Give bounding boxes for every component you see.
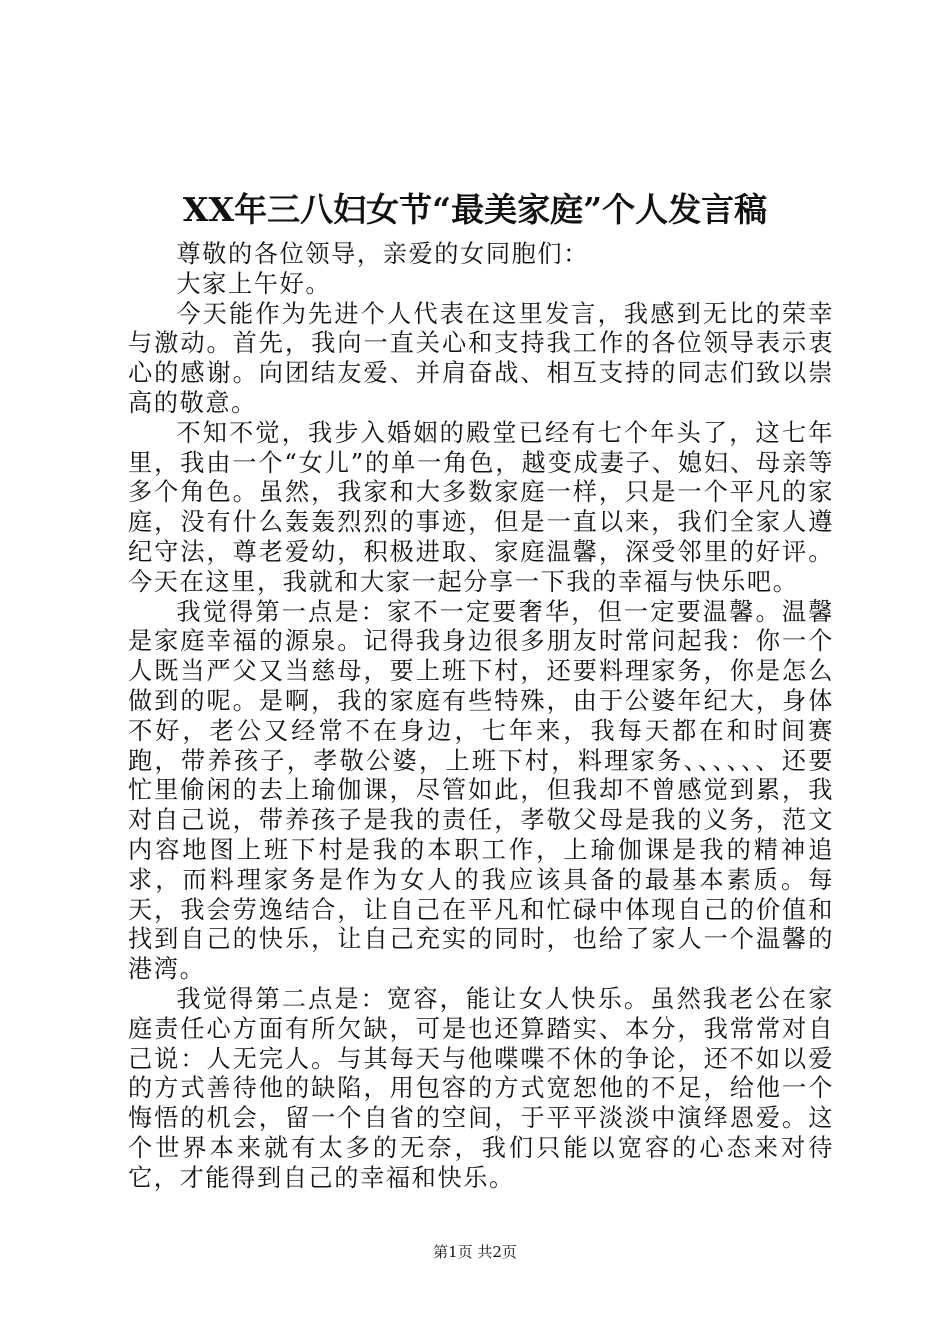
page-number-footer: 第1页 共2页	[433, 1243, 517, 1261]
document-body	[128, 240, 834, 1194]
paragraph-salutation: 尊敬的各位领导，亲爱的女同胞们：	[176, 240, 589, 268]
paragraph-point-one: 我觉得第一点是：家不一定要奢华，但一定要温馨。温馨是家庭幸福的源泉。记得我身边很多朋友时常问起我：你一个人既当严父又当慈母，要上班下村，还要料理家务，你是怎么做到的呢。是啊，我的家庭有些特殊，由于公婆年纪大，身体不好，老公又经常不在身边，七年来，我每天都在和时间赛跑，带养孩子，孝敬公婆，上班下村，料理家务、、、、、、还要忙里偷闲的去上瑜伽课，尽管如此，但我却不曾感觉到累，我对自己说，带养孩子是我的责任，孝敬父母是我的义务，范文内容地图上班下村是我的本职工作，上瑜伽课是我的精神追求，而料理家务是作为女人的我应该具备的最基本素质。每天，我会劳逸结合，让自己在平凡和忙碌中体现自己的价值和找到自己的快乐，让自己充实的同时，也给了家人一个温馨的港湾。	[128, 597, 834, 984]
paragraph-greeting: 大家上午好。	[176, 269, 332, 298]
paragraph-opening: 今天能作为先进个人代表在这里发言，我感到无比的荣幸与激动。首先，我向一直关心和支持我工作的各位领导表示衷心的感谢。向团结友爱、并肩奋战、相互支持的同志们致以崇高的敬意。	[128, 299, 834, 417]
paragraph-point-two: 我觉得第二点是：宽容，能让女人快乐。虽然我老公在家庭责任心方面有所欠缺，可是也还算踏实、本分，我常常对自己说：人无完人。与其每天与他喋喋不休的争论，还不如以爱的方式善待他的缺陷，用包容的方式宽恕他的不足，给他一个悔悟的机会，留一个自省的空间，于平平淡淡中演绎恩爱。这个世界本来就有太多的无奈，我们只能以宽容的心态来对待它，才能得到自己的幸福和快乐。	[128, 984, 834, 1192]
paragraph-family-intro: 不知不觉，我步入婚姻的殿堂已经有七个年头了，这七年里，我由一个“女儿”的单一角色，越变成妻子、媳妇、母亲等多个角色。虽然，我家和大多数家庭一样，只是一个平凡的家庭，没有什么轰轰烈烈的事迹，但是一直以来，我们全家人遵纪守法，尊老爱幼，积极进取、家庭温馨，深受邻里的好评。今天在这里，我就和大家一起分享一下我的幸福与快乐吧。	[128, 418, 834, 596]
document-title: XX年三八妇女节“最美家庭”个人发言稿	[182, 190, 768, 229]
